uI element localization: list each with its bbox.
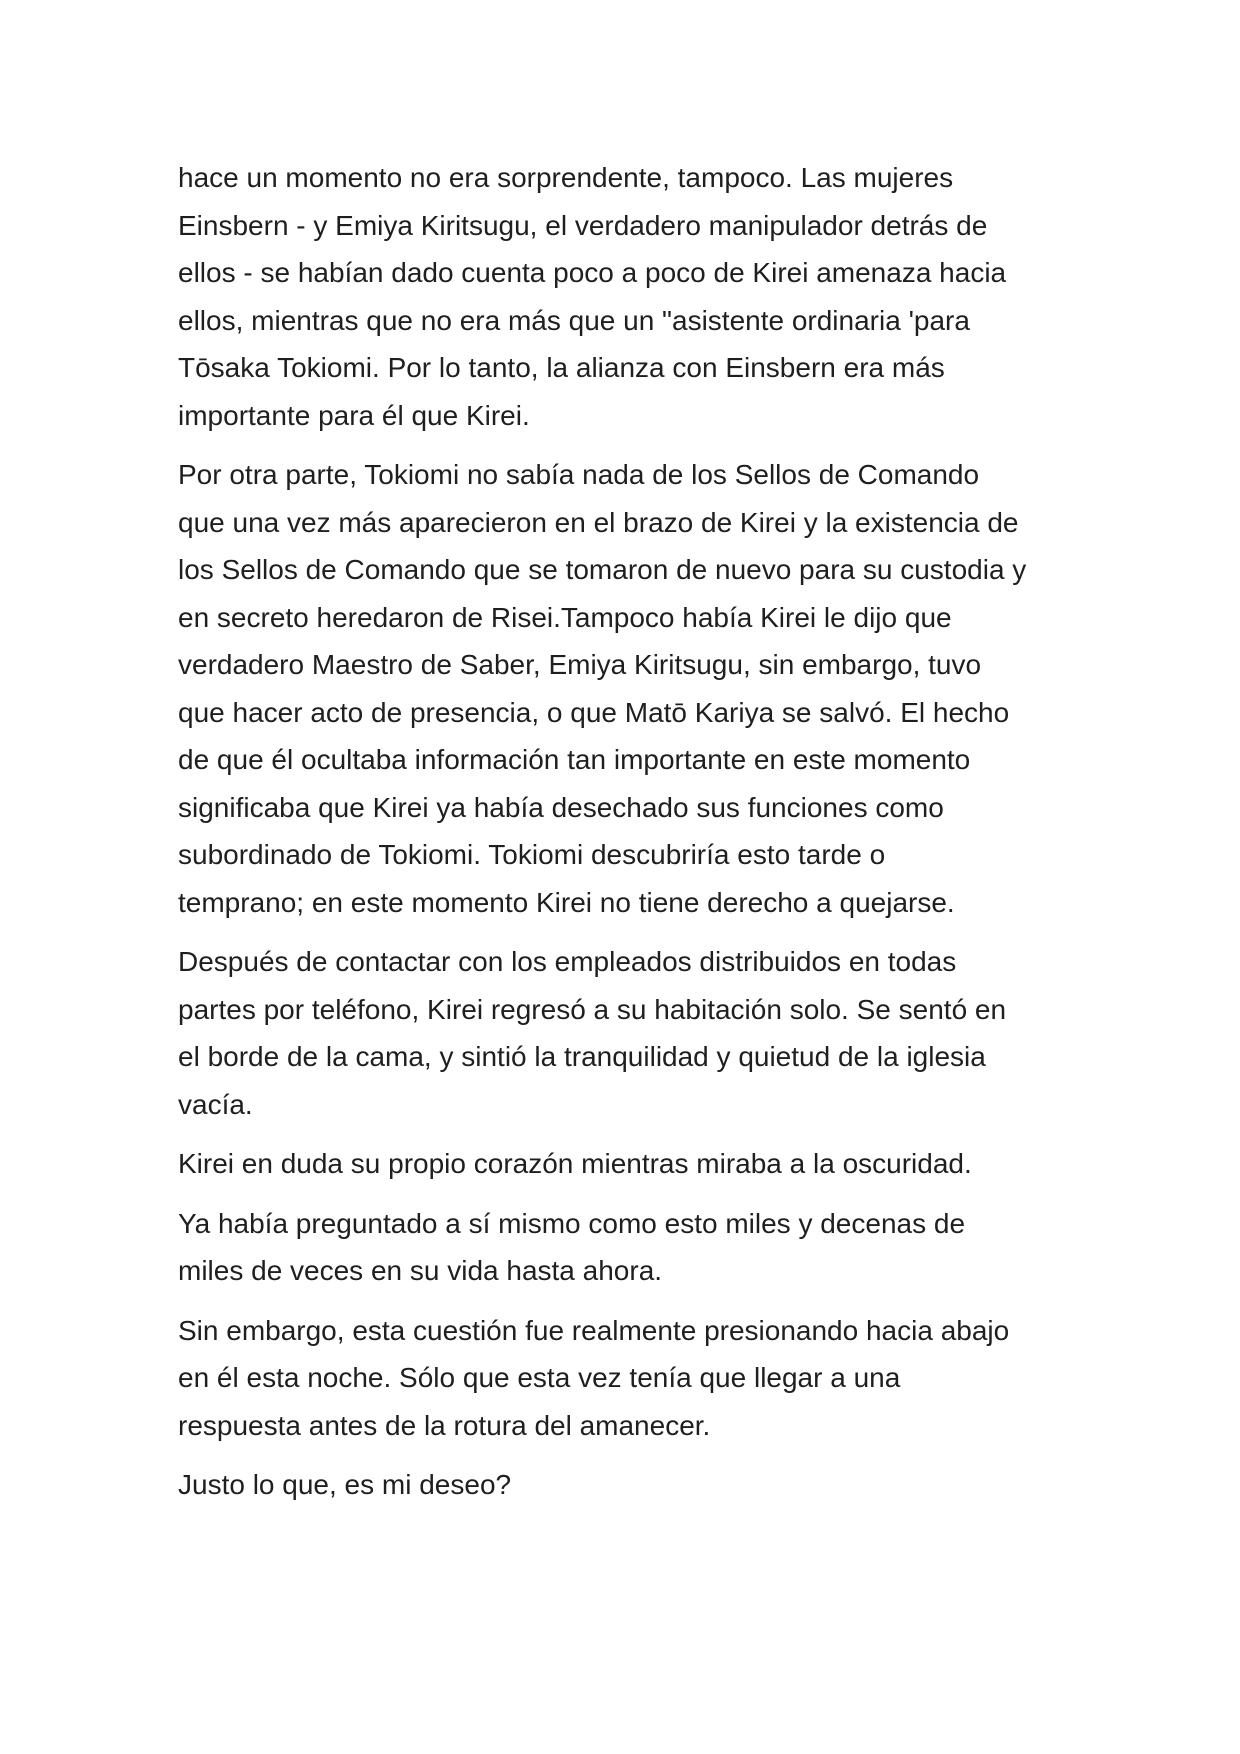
paragraph-2 bbox=[178, 451, 1078, 926]
text-line: Justo lo que, es mi deseo? bbox=[178, 1469, 512, 1500]
text-line: miles de veces en su vida hasta ahora. bbox=[178, 1255, 663, 1286]
paragraph-7 bbox=[178, 1461, 1078, 1509]
paragraph-3 bbox=[178, 938, 1078, 1128]
text-line: significaba que Kirei ya había desechado sus funciones como bbox=[178, 791, 944, 823]
text-line: Sin embargo, esta cuestión fue realmente presionando hacia abajo bbox=[178, 1314, 1010, 1346]
text-line: respuesta antes de la rotura del amanecer. bbox=[178, 1409, 711, 1441]
text-line: Kirei en duda su propio corazón mientras miraba a la oscuridad. bbox=[178, 1148, 972, 1179]
text-line: en él esta noche. Sólo que esta vez tenía que llegar a una bbox=[178, 1362, 901, 1393]
paragraph-4 bbox=[178, 1140, 1078, 1188]
text-line: subordinado de Tokiomi. Tokiomi descubriría esto tarde o bbox=[178, 839, 886, 870]
text-line: hace un momento no era sorprendente, tampoco. Las mujeres bbox=[178, 162, 954, 193]
text-line: verdadero Maestro de Saber, Emiya Kiritsugu, sin embargo, tuvo bbox=[178, 649, 982, 680]
paragraph-5 bbox=[178, 1200, 1078, 1295]
text-line: de que él ocultaba información tan importante en este momento bbox=[178, 744, 971, 775]
text-line: Por otra parte, Tokiomi no sabía nada de los Sellos de Comando bbox=[178, 459, 980, 490]
text-line: partes por teléfono, Kirei regresó a su habitación solo. Se sentó en bbox=[178, 993, 1007, 1025]
paragraph-6 bbox=[178, 1307, 1078, 1450]
paragraph-1 bbox=[178, 154, 1078, 439]
text-line: importante para él que Kirei. bbox=[178, 399, 530, 431]
text-line: Einsbern - y Emiya Kiritsugu, el verdadero manipulador detrás de bbox=[178, 209, 988, 241]
text-line: vacía. bbox=[178, 1088, 253, 1120]
text-line: Ya había preguntado a sí mismo como esto miles y decenas de bbox=[178, 1207, 966, 1239]
text-line: que hacer acto de presencia, o que Matō Kariya se salvó. El hecho bbox=[178, 696, 1010, 728]
text-body bbox=[178, 154, 1078, 1521]
text-line: que una vez más aparecieron en el brazo de Kirei y la existencia de bbox=[178, 506, 1019, 538]
text-line: ellos - se habían dado cuenta poco a poco de Kirei amenaza hacia bbox=[178, 257, 1007, 288]
text-line: el borde de la cama, y sintió la tranquilidad y quietud de la iglesia bbox=[178, 1041, 986, 1072]
text-line: Después de contactar con los empleados distribuidos en todas bbox=[178, 946, 957, 977]
text-line: Tōsaka Tokiomi. Por lo tanto, la alianza con Einsbern era más bbox=[178, 352, 945, 383]
text-line: en secreto heredaron de Risei.Tampoco había Kirei le dijo que bbox=[178, 601, 952, 633]
text-line: ellos, mientras que no era más que un "asistente ordinaria 'para bbox=[178, 304, 970, 336]
text-line: los Sellos de Comando que se tomaron de nuevo para su custodia y bbox=[178, 554, 1027, 585]
text-line: temprano; en este momento Kirei no tiene derecho a quejarse. bbox=[178, 886, 955, 918]
